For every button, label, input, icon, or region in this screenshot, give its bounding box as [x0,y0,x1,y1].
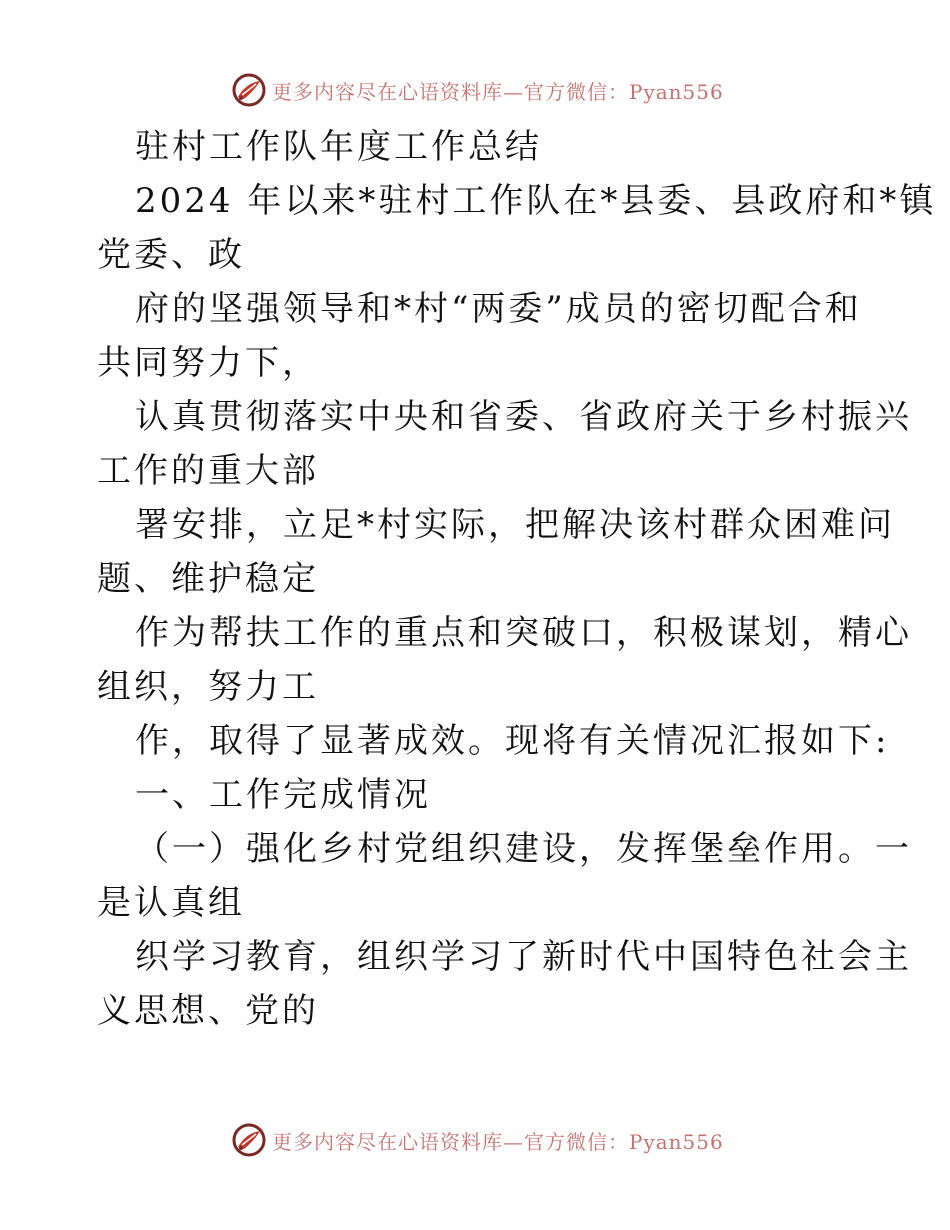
watermark-banner-bottom [232,1120,724,1160]
watermark-wechat-text: 官方微信：Pyan556 [524,79,724,104]
paragraph-line: 作为帮扶工作的重点和突破口，积极谋划，精心 [135,613,912,653]
document-title: 驻村工作队年度工作总结 [135,127,542,167]
pen-logo-icon [232,73,266,107]
paragraph-line: 共同努力下， [97,343,319,383]
paragraph-line: 义思想、党的 [97,991,319,1031]
paragraph-line: 署安排，立足*村实际，把解决该村群众困难问 [135,505,895,545]
section-heading: 一、工作完成情况 [135,775,431,815]
watermark-site-text: 更多内容尽在心语资料库 [272,1129,503,1154]
watermark-separator: — [503,79,524,104]
watermark-separator: — [503,1129,524,1154]
paragraph-line: 工作的重大部 [97,451,319,491]
paragraph-line: 是认真组 [97,883,245,923]
paragraph-line: （一）强化乡村党组织建设，发挥堡垒作用。一 [135,829,912,869]
paragraph-line: 府的坚强领导和*村“两委”成员的密切配合和 [135,289,862,329]
paragraph-line: 党委、政 [97,235,245,275]
watermark-site-text: 更多内容尽在心语资料库 [272,79,503,104]
pen-logo-icon [232,1123,266,1157]
paragraph-line: 认真贯彻落实中央和省委、省政府关于乡村振兴 [135,397,912,437]
paragraph-line: 2024 年以来*驻村工作队在*县委、县政府和*镇 [135,181,937,221]
watermark-banner-top [232,70,724,110]
paragraph-line: 题、维护稳定 [97,559,319,599]
paragraph-line: 织学习教育，组织学习了新时代中国特色社会主 [135,937,912,977]
paragraph-line: 组织，努力工 [97,667,319,707]
paragraph-line: 作，取得了显著成效。现将有关情况汇报如下: [135,721,890,761]
document-body [97,120,937,1038]
watermark-wechat-text: 官方微信：Pyan556 [524,1129,724,1154]
